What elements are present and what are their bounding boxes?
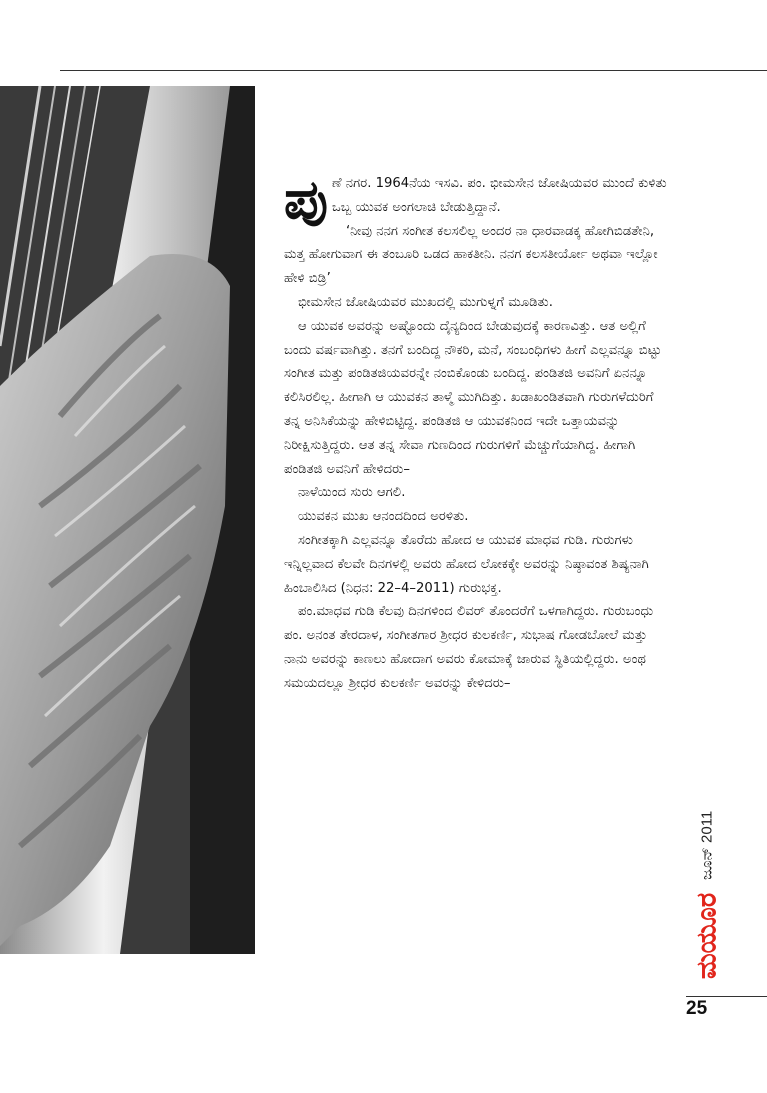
article-paragraph: ಭೀಮಸೇನ ಜೋಷಿಯವರ ಮುಖದಲ್ಲಿ ಮುಗುಳ್ನಗೆ ಮೂಡಿತು. (298, 294, 553, 310)
footer-rule (686, 996, 767, 997)
drop-cap: ಪು (284, 167, 328, 231)
page-number: 25 (686, 998, 708, 1019)
tanpura-photo (0, 86, 255, 954)
tanpura-illustration (0, 86, 255, 954)
article-paragraph: ನಾಳೆಯಿಂದ ಸುರು ಆಗಲಿ. (298, 485, 406, 501)
paragraph-text: ಣೆ ನಗರ. 1964ನೆಯ ಇಸವಿ. ಪಂ. ಭೀಮಸೇನ ಜೋಷಿಯವರ ಮುಂದೆ ಕುಳಿತು ಒಬ್ಬ ಯುವಕ ಅಂಗಲಾಚಿ ಬೇಡುತ್ತಿದ್ದಾನೆ. (331, 176, 667, 215)
article-paragraph: ಪಂ.ಮಾಧವ ಗುಡಿ ಕೆಲವು ದಿನಗಳಿಂದ ಲಿವರ್ ತೊಂದರೆಗೆ ಒಳಗಾಗಿದ್ದರು. ಗುರುಬಂಧು ಪಂ. ಅನಂತ ತೇರದಾಳ, ಸಂಗೀತಗಾರ ಶ್ರೀಧರ ಕುಲಕರ್ಣಿ, ಸುಭಾಷ ಗೋಡಬೋಲೆ ಮತ್ತು ನಾನು ಅವರನ್ನು ಕಾಣಲು ಹೋದಾಗ ಅವರು ಕೋಮಾಕ್ಕೆ ಜಾರುವ ಸ್ಥಿತಿಯಲ್ಲಿದ್ದರು. ಅಂಥ ಸಮಯದಲ್ಲೂ ಶ್ರೀಧರ ಕುಲಕರ್ಣಿ ಅವರನ್ನು ಕೇಳಿದರು– (284, 604, 654, 691)
issue-date: ಜೂನ್ 2011 (698, 810, 716, 880)
article-paragraph: ‘ನೀವು ನನಗ ಸಂಗೀತ ಕಲಸಲಿಲ್ಲ ಅಂದರ ನಾ ಧಾರವಾಡಕ್ಕ ಹೋಗಿಬಿಡತೇನಿ, ಮತ್ತ ಹೋಗುವಾಗ ಈ ತಂಬೂರಿ ಒಡದ ಹಾಕತೀನಿ. ನನಗ ಕಲಸತೀರ್ಯೋ ಅಥವಾ ಇಲ್ಲೋ ಹೇಳಿ ಬಿಡ್ರಿ’ (284, 223, 658, 287)
article-paragraph: ಸಂಗೀತಕ್ಕಾಗಿ ಎಲ್ಲವನ್ನೂ ತೊರೆದು ಹೋದ ಆ ಯುವಕ ಮಾಧವ ಗುಡಿ. ಗುರುಗಳು ಇನ್ನಿಲ್ಲವಾದ ಕೆಲವೇ ದಿನಗಳಲ್ಲಿ ಅವರು ಹೋದ ಲೋಕಕ್ಕೇ ಅವರನ್ನು ನಿಷ್ಠಾವಂತ ಶಿಷ್ಯನಾಗಿ ಹಿಂಬಾಲಿಸಿದ (ನಿಧನ: 22–4–2011) ಗುರುಭಕ್ತ. (284, 532, 649, 596)
top-rule (60, 70, 767, 71)
magazine-sidebar (690, 800, 724, 980)
article-body (284, 167, 669, 696)
article-paragraph: ಆ ಯುವಕ ಅವರನ್ನು ಅಷ್ಟೊಂದು ದೈನ್ಯದಿಂದ ಬೇಡುವುದಕ್ಕೆ ಕಾರಣವಿತ್ತು. ಆತ ಅಲ್ಲಿಗೆ ಬಂದು ವರ್ಷವಾಗಿತ್ತು. ತನಗೆ ಬಂದಿದ್ದ ನೌಕರಿ, ಮನೆ, ಸಂಬಂಧಿಗಳು ಹೀಗೆ ಎಲ್ಲವನ್ನೂ ಬಿಟ್ಟು ಸಂಗೀತ ಮತ್ತು ಪಂಡಿತಜಿಯವರನ್ನೇ ನಂಬಿಕೊಂಡು ಬಂದಿದ್ದ. ಪಂಡಿತಜಿ ಅವನಿಗೆ ಏನನ್ನೂ ಕಲಿಸಿರಲಿಲ್ಲ. ಹೀಗಾಗಿ ಆ ಯುವಕನ ತಾಳ್ಮೆ ಮುಗಿದಿತ್ತು. ಖಡಾಖಂಡಿತವಾಗಿ ಗುರುಗಳೆದುರಿಗೆ ತನ್ನ ಅನಿಸಿಕೆಯನ್ನು ಹೇಳಿಬಿಟ್ಟಿದ್ದ. ಪಂಡಿತಜಿ ಆ ಯುವಕನಿಂದ ಇದೇ ಒತ್ತಾಯವನ್ನು ನಿರೀಕ್ಷಿಸುತ್ತಿದ್ದರು. ಆತ ತನ್ನ ಸೇವಾ ಗುಣದಿಂದ ಗುರುಗಳಿಗೆ ಮೆಚ್ಚುಗೆಯಾಗಿದ್ದ. ಹೀಗಾಗಿ ಪಂಡಿತಜಿ ಅವನಿಗೆ ಹೇಳಿದರು– (284, 318, 662, 477)
article-paragraph (284, 167, 669, 231)
magazine-logo: ಮಯೂರ (691, 892, 723, 980)
article-paragraph: ಯುವಕನ ಮುಖ ಆನಂದದಿಂದ ಅರಳಿತು. (298, 509, 469, 525)
